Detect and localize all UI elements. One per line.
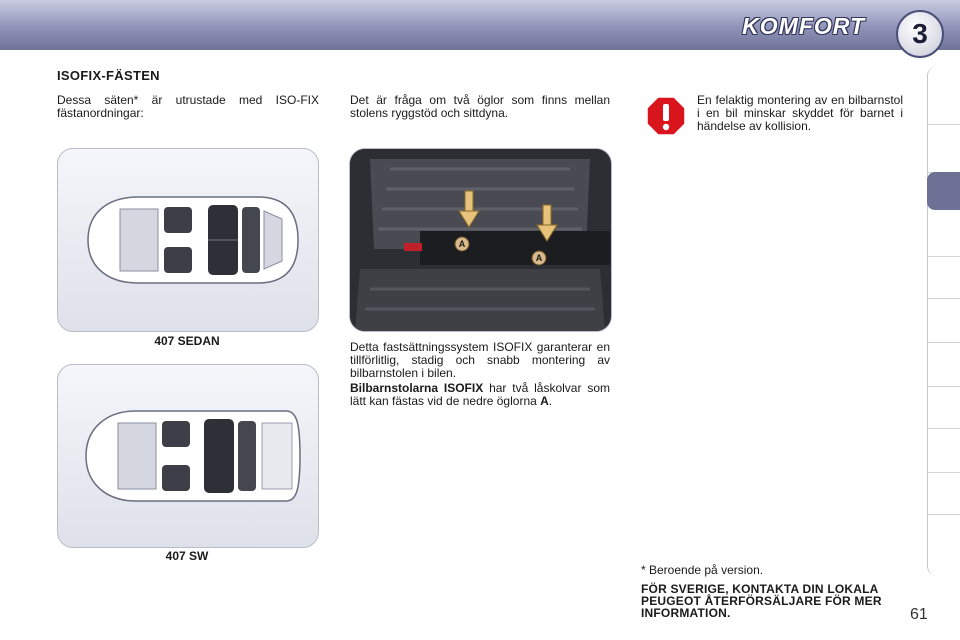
column2-intro: Det är fråga om två öglor som finns mellan stolens ryggstöd och sittdyna. (350, 93, 610, 120)
isofix-anchor-photo (349, 148, 612, 332)
sw-car-top-view (58, 365, 318, 547)
sedan-car-top-view (58, 149, 318, 331)
tab-divider (928, 514, 960, 515)
tab-divider (928, 386, 960, 387)
tab-divider (928, 124, 960, 125)
anchor-letter: A (540, 394, 549, 408)
column2-paragraph2: Bilbarnstolarna ISOFIX har två låskolvar som lätt kan fästas vid de nedre öglorna A. (350, 381, 610, 408)
active-chapter-tab[interactable] (927, 172, 960, 210)
chapter-tab-strip (927, 66, 960, 576)
caption-407-sw: 407 SW (165, 549, 209, 563)
tab-divider (928, 428, 960, 429)
footnote: * Beroende på version. (641, 563, 764, 577)
isofix-term: Bilbarnstolarna ISOFIX (350, 381, 484, 395)
page-number: 61 (910, 606, 928, 623)
anchor-a-label: A (535, 253, 543, 263)
rear-seat-photo (350, 149, 611, 331)
column1-intro: Dessa säten* är utrustade med ISO-FIX fästanordningar: (57, 93, 319, 120)
caption-407-sedan: 407 SEDAN (154, 334, 220, 348)
tab-divider (928, 298, 960, 299)
warning-text: En felaktig montering av en bilbarnstol i en bil minskar skyddet för barnet i händelse av kollision. (697, 93, 903, 133)
sedan-seat-diagram (57, 148, 319, 332)
warning-icon (646, 96, 686, 136)
column2-paragraph1: Detta fastsättningssystem ISOFIX garanterar en tillförlitlig, stadig och snabb montering av bilbarnstolen i bilen. (350, 340, 610, 380)
tab-divider (928, 342, 960, 343)
tab-divider (928, 256, 960, 257)
sw-seat-diagram (57, 364, 319, 548)
contact-dealer-note: FÖR SVERIGE, KONTAKTA DIN LOKALA PEUGEOT ÅTERFÖRSÄLJARE FÖR MER INFORMATION. (641, 582, 882, 620)
chapter-number-badge: 3 (896, 10, 944, 58)
section-title: ISOFIX-FÄSTEN (57, 68, 160, 83)
chapter-title: KOMFORT (742, 13, 865, 39)
tab-divider (928, 472, 960, 473)
anchor-a-label: A (458, 239, 466, 249)
